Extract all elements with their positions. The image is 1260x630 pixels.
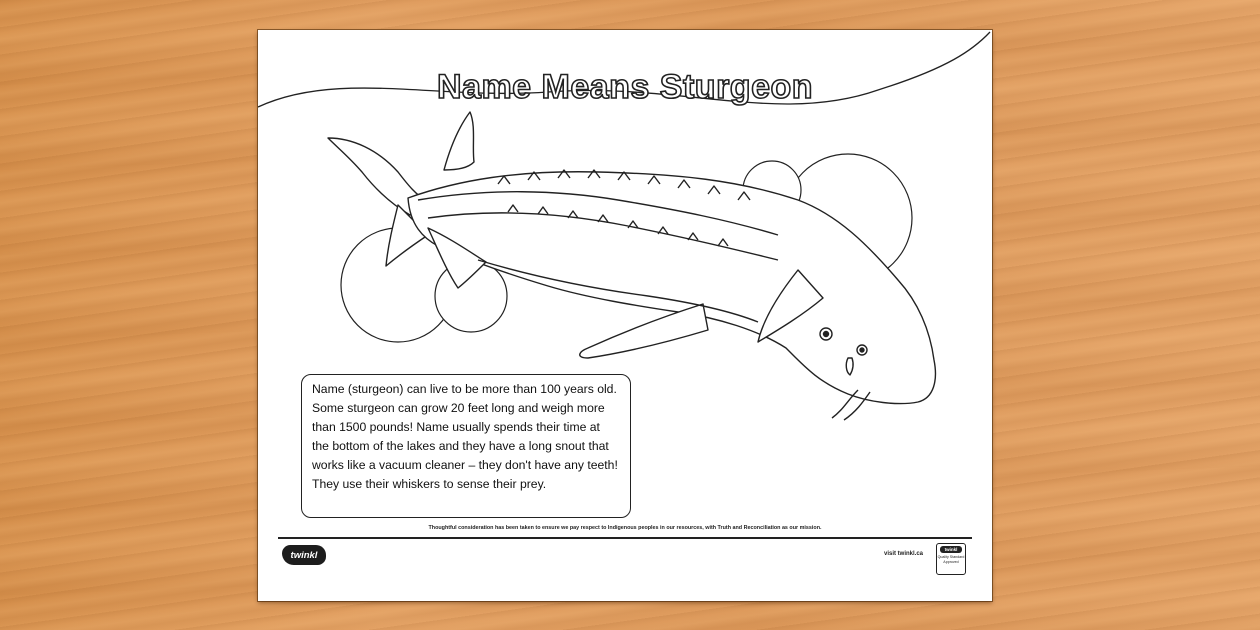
twinkl-logo-text: twinkl xyxy=(290,549,318,561)
quality-badge xyxy=(936,543,966,575)
page-title: Name Means Sturgeon xyxy=(436,68,814,106)
visit-website-link[interactable]: visit twinkl.ca xyxy=(884,551,924,557)
fact-paragraph: Name (sturgeon) can live to be more than 100 years old. Some sturgeon can grow 20 feet long and weigh more than 1500 pounds! Name usually spends their time at the bottom of the lakes and they have a long snout that works like a vacuum cleaner – they don't have any teeth! They use their whiskers to sense their prey. xyxy=(312,382,618,491)
quality-badge-title: twinkl xyxy=(940,546,962,553)
fact-text-box xyxy=(301,374,631,518)
worksheet-page xyxy=(258,30,992,601)
footer-divider xyxy=(278,537,972,539)
twinkl-logo xyxy=(282,545,326,565)
quality-badge-text: Quality Standard Approved xyxy=(937,555,965,564)
disclaimer-text: Thoughtful consideration has been taken to ensure we pay respect to Indigenous peoples in our resources, with Truth and Reconciliation as our mission. xyxy=(428,525,822,531)
